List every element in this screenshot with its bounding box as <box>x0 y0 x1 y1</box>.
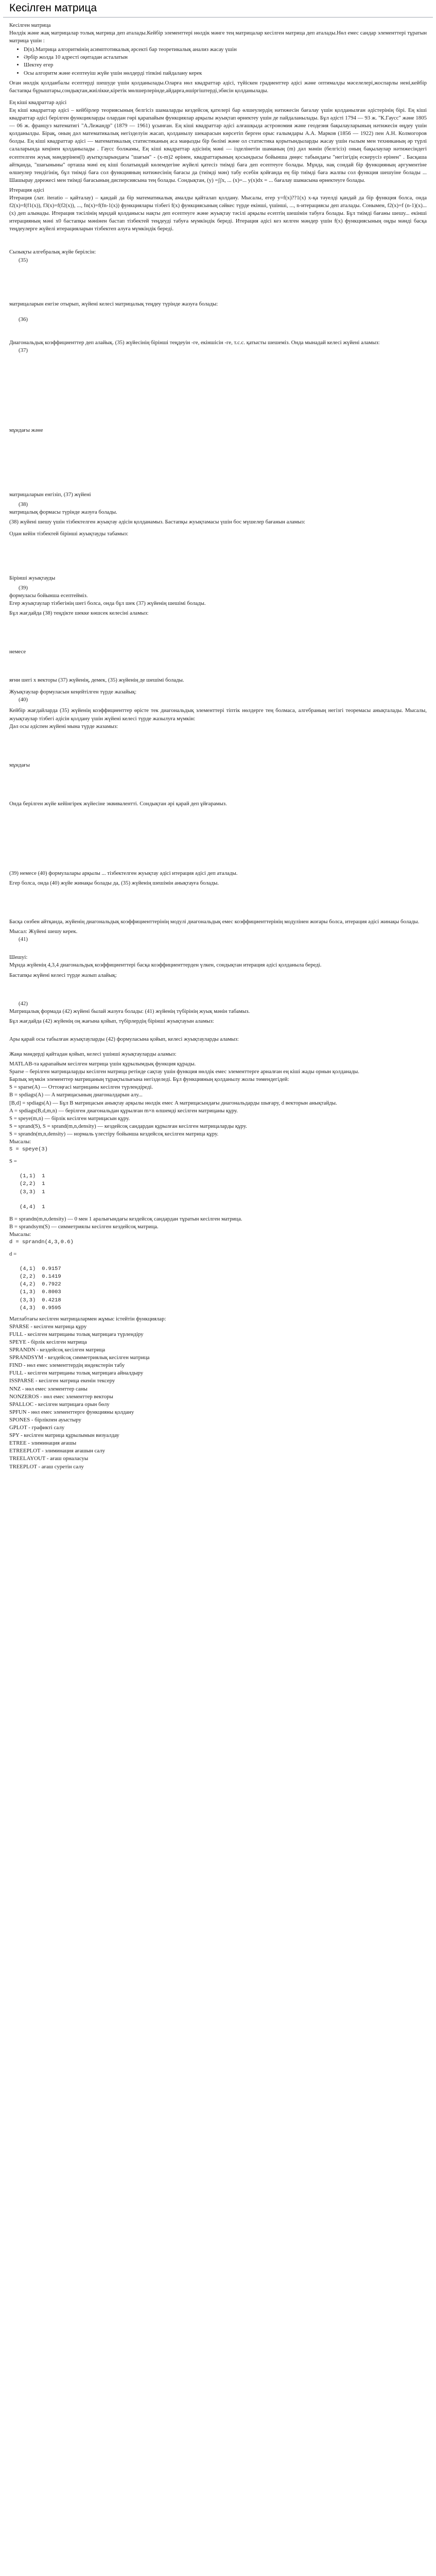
paragraph: B = spdiags(A) — A матрицасының диагоналдарын алу... <box>9 1092 143 1098</box>
function-list-item: ETREE - элиминация ағашы <box>9 1440 77 1447</box>
paragraph: Жаңа мәндерді қайтадан қойып, келесі үшінші жуықтауларды аламыз: <box>9 1051 177 1057</box>
paragraph: Ары қарай осы табылған жуықтауларды (42) формуласына қойып, келесі жуықтауларды аламыз: <box>9 1036 239 1042</box>
spacer <box>9 808 427 870</box>
formula-number: (37) <box>19 347 28 353</box>
paragraph: Егер болса, онда (40) жүйе жинақы болады да, (35) жүйенің шешімін анықтауға болады. <box>9 879 219 886</box>
matrix-value: 1 <box>42 1189 45 1195</box>
spacer <box>9 1246 427 1250</box>
paragraph: Шешуі: <box>9 954 28 961</box>
list-item: • Әрбір жолда 10 адресті оқитадан асталатын <box>24 54 427 61</box>
section-heading: Итерация әдісі <box>9 187 44 193</box>
code-line: S = speye(3) <box>9 1146 48 1153</box>
spacer <box>9 617 427 648</box>
paragraph: Бастапқы жүйені келесі түрде жазып алайық: <box>9 972 117 978</box>
paragraph: Sparse – берілген матрицаларды кесілген матрица ретінде сақтау үшін функция нөлдік емес элементтерге арналған ең кіші жады орнын қолданады. <box>9 1069 359 1075</box>
paragraph: [B,d] = spdiags(A) — Бұл B матрицасын анықтау арқылы нөлдік емес A матрицасындағы диагональдарды шығару, d векторын анықтайды. <box>9 1099 337 1106</box>
matrix-row <box>16 1304 64 1312</box>
function-list-item: NONZEROS - нөл емес элементтер векторы <box>9 1393 113 1400</box>
matrix-index: (1,3) <box>20 1289 36 1296</box>
paragraph: мұндағы және <box>9 427 43 433</box>
paragraph: формуласы бойынша есептейміз. <box>9 592 88 599</box>
function-list-item: SPY - кесілген матрица құрылымын визуалдау <box>9 1432 119 1439</box>
formula-number: (42) <box>19 1000 28 1007</box>
formula-number: (40) <box>19 697 28 703</box>
paragraph: S = sprandn(m,n,density) — нормаль үлестіру бойынша кездейсоқ кесілген матрица құру. <box>9 1130 219 1137</box>
paragraph: Матрицалық формада (42) жүйені былай жазуға болады: (41) жүйенің түбірінің жуық мәнін табамыз. <box>9 1008 250 1014</box>
spacer <box>9 1258 427 1265</box>
paragraph: Мысалы: <box>9 1231 31 1238</box>
spacer <box>9 434 427 491</box>
matrix-row <box>16 1189 48 1196</box>
paragraph: Матлабтағы кесілген матрицалармен жұмыс істейтін функциялар: <box>9 1315 166 1322</box>
matrix-value: 0.4218 <box>42 1297 61 1303</box>
paragraph: S = sparse(A) — Оттоңғасі матрицаны кесілген түрлендіреді. <box>9 1084 153 1091</box>
paragraph: матрицалық формасы түрінде жазуға болады. <box>9 509 117 516</box>
spacer <box>9 1154 427 1158</box>
paragraph: Одан кейін тізбектей бірінші жуықтауды табамыз: <box>9 531 129 537</box>
function-list-item: SPARSE - кесілген матрица құру <box>9 1323 87 1330</box>
spacer <box>9 769 427 800</box>
matrix-value: 1 <box>42 1204 45 1210</box>
bullet-list <box>9 46 427 77</box>
matrix-row <box>16 1204 48 1211</box>
spacer <box>9 538 427 574</box>
paragraph: яғни шегі х векторы (37) жүйенің, демек, (35) жүйенің де шешімі болады. <box>9 677 184 684</box>
spacer <box>9 656 427 676</box>
paragraph: Барлық мүмкін элементтер матрицаның тұрақтылығына негізделеді. Бұл функцияның қолданылу жолы төмендегідей: <box>9 1076 289 1083</box>
paragraph: MATLAB-та қарапайым кесілген матрица үшін құрылымдық функция құрады. <box>9 1061 196 1067</box>
paragraph: Жуықтаулар формуласын кеңейтілген түрде жазайық: <box>9 689 137 696</box>
function-list-item: SPALLOC - кесілген матрицаға орын бөлу <box>9 1401 110 1408</box>
matrix-index: (2,2) <box>20 1181 36 1188</box>
spacer <box>9 354 427 427</box>
matrix-value: 0.7922 <box>42 1281 61 1288</box>
spacer <box>9 731 427 761</box>
paragraph: Мысал: Жүйені шешу керек. <box>9 928 78 935</box>
paragraph: S = <box>9 1158 17 1165</box>
spacer <box>9 526 427 530</box>
function-list-item: SPFUN - нөл емес элементтерге функцияны қолдану <box>9 1409 134 1415</box>
paragraph: (39) немесе (40) формулалары арқылы ... тізбектелген жуықтау әдісі итерация әдісі деп аталады. <box>9 870 238 876</box>
paragraph: мұндағы <box>9 761 30 768</box>
spacer <box>9 1165 427 1173</box>
sparse-matrix-output <box>16 1204 48 1211</box>
paragraph: Бұл жағдайда (42) жүйенің оң жағына қойып, түбірлердің бірінші жуықтауын аламыз: <box>9 1018 214 1024</box>
paragraph: S = speye(m,n) — бірлік кесілген матрицасын құру. <box>9 1115 130 1122</box>
matrix-row <box>16 1297 64 1304</box>
matrix-index: (4,1) <box>20 1266 36 1273</box>
spacer <box>9 324 427 339</box>
spacer <box>9 887 427 918</box>
sparse-matrix-output <box>16 1265 64 1312</box>
spacer <box>9 1196 427 1204</box>
paragraph: (38) жүйені шешу үшін тізбектелген жуықтау әдісін қолданамыз. Бастапқы жуықтамасы үшін бос мүшелер бағанын аламыз: <box>9 519 306 526</box>
paragraph: Кейбір жағдайларда (35) жүйенің коэффициенттер өрісте тек диагональдық элементтері тіптік нөлдерге тең болмаса, алгебраның негізгі теоремасы анықталады. Мысалы, жуықтаулар тізбегі әдісін қолдану үшін жүйені келесі түрде жазылуға мүмкін: <box>9 707 427 722</box>
spacer <box>9 943 427 954</box>
spacer <box>9 264 427 300</box>
matrix-value: 1 <box>42 1173 45 1180</box>
function-list-item: ETREEPLOT - элиминация ағашын салу <box>9 1448 106 1454</box>
paragraph: Диагональдық коэффициенттер деп алайық. (35) жүйесінің бірінші теңдеуін -ге, екіншісін -ге, т.с.с. қатысты шешеміз. Онда мынадай келесі жүйені аламыз: <box>9 339 380 346</box>
paragraph: Бұл жағдайда (38) теңдікте шекке көшсек келесіні аламыз: <box>9 609 149 616</box>
function-list-item: TREELAYOUT - ағаш орналасуы <box>9 1455 89 1462</box>
spacer <box>9 1211 427 1215</box>
matrix-value: 0.8003 <box>42 1289 61 1296</box>
paragraph: матрицаларын енгізе отырып, жүйені келесі матрицалық теңдеу түрінде жазуға болады: <box>9 300 218 307</box>
matrix-row <box>16 1265 64 1273</box>
list-item: • Шектеу егер <box>24 61 427 69</box>
function-list-item: FIND - нөл емес элементтердің индекстерін табу <box>9 1362 125 1369</box>
matrix-row <box>16 1173 48 1180</box>
formula-number: (41) <box>19 936 28 943</box>
matrix-row <box>16 1289 64 1296</box>
matrix-index: (3,3) <box>20 1297 36 1303</box>
function-list-item: FULL - кесілген матрицаны толық матрицаға түрлендіру <box>9 1331 144 1337</box>
matrix-index: (4,2) <box>20 1281 36 1288</box>
function-list-item: SPONES - бірлікпен ауыстыру <box>9 1416 81 1423</box>
function-list-item: FULL - кесілген матрицаны толық матрицаға айналдыру <box>9 1370 144 1377</box>
paragraph: Онда берілген жүйе кейінгірек жүйесіне эквивалентті. Сондықтан әрі қарай деп ұйғарамыз. <box>9 800 227 807</box>
function-list-item: SPRANDN - кездейсоқ кесілген матрица <box>9 1347 106 1353</box>
formula-number: (36) <box>19 316 28 323</box>
formula-number: (35) <box>19 257 28 263</box>
matrix-row <box>16 1281 64 1289</box>
spacer <box>9 95 427 99</box>
function-list-item: SPEYE - бірлік кесілген матрица <box>9 1339 87 1345</box>
paragraph: Итерация (лат. iteratio – қайталау) – қандай да бір математикалық амалды қайталап қолдану. Мысалы, егер y=f(x)??1(x) х-қа тәуелді қандай да бір функция болса, онда f2(x)=f(f1(x)), f3(x)=f(f2(x)), ..., fn(x)=f(fn-1(x)) функциялары тізбегі f(x) функциясының сәйкес түрде екінші, үшінші, ..., n-итерациясы деп аталады. Сонымен, f2(x)=f (n-1)(x)...(x) деп алынады. Итерация тәсілінің мұндай қолданысы нақты деп есептеуге және жуықтау тәсілі арқылы есептің шешімін табуға болады. Бұл тиімді бағаны шешу... екінші итерацияның мәні х0 бастапқы мәнінен бастап тізбектей теңдеуді табуға мүмкіндік береді. Итерация әдісі кез келген мәндер үшін f(x) функциясының оңды мәнді басқа теңдеулерге жүйелі итерацияларын тізбектеп алуға мүмкіндік береді. <box>9 194 427 232</box>
paragraph: A = spdiags(B,d,m,n) — берілген диагональдан құрылған m×n өлшемді кесілген матрицаны құру. <box>9 1107 238 1114</box>
formula-number: (39) <box>19 584 28 591</box>
paragraph: Мысалы: <box>9 1139 31 1145</box>
matrix-value: 1 <box>42 1181 45 1188</box>
matrix-index: (1,1) <box>20 1173 36 1180</box>
spacer <box>9 1043 427 1050</box>
spacer <box>9 308 427 316</box>
spacer <box>9 233 427 248</box>
matrix-row <box>16 1273 64 1281</box>
function-list-item: SPRANDSYM - кездейсоқ симметриялық кесілген матрица <box>9 1354 150 1361</box>
paragraph: Басқа сөзбен айтқанда, жүйенің диагональдық коэффициенттерінің модулі диагональдық емес коэффициенттерінің модулінен жоғары болса, итерация әдісі жинақы болады. <box>9 919 420 925</box>
paragraph: S = sprand(S), S = sprand(m,n,density) — кездейсоқ сандардан құрылған кесілген матрицаларды құру. <box>9 1123 247 1129</box>
page-title: Кесілген матрица <box>3 0 433 18</box>
paragraph: Ең кіші квадраттар әдісі – кейбірлер теориясының белгісіз шамаларды кездейсоқ қателері бар өлшеулердің нәтижесін бағалау үшін қолданылған әдістерінің бірі. Ең кіші квадраттар әдісі берілген функцияларды олардан гөрі қарапайым функциялар арқылы жуықтап өрнектеу үшін де пайдаланылады. Бұл әдісті 1794 — 93 ж. "К.Гаусс" және 1805 — 06 ж. француз математигі "А.Лежандр" (1879 — 1961) ұсынған. Ең кіші квадраттар әдісі алғашқыда астрономия және геодезия бақылауларының нәтижесін өңдеу үшін қолданылды. Бірақ, оның дәл математикалық негізделуін жасап, қолданылу шекарасын көрсетіп берген орыс ғалымдары А.А. Марков (1856 — 1922) пен А.Н. Колмогоров болды. Ең кіші квадраттар әдісі — математикалық статистиканың аса маңызды бір бөлімі және ол статистика қорытындыларды жасау үшін ғылым мен техниканың әр түрлі салаларында кеңінен қолданылады . Гаусс болжамы, Ең кіші квадраттар әдісінің мәні — ізделінетін шаманың (m) дәл мәнін (белгісіз) оның бақылаулар нәтижесіндегі есептелген жуық мәндерінен(l) ауытқуларындағы "шағын" - (x-m)2 өрінен, квадраттарының қосындысы бойынша дөңес табындағы "негізгідің ескерусіз ерінен" . Басқаша айтқанда, "шағыныны" орташа мәні ең кіші болатындай көлемдегіне жүйелі қатесіз тиімді баға деп есептеуге болады. Мұнда, нақ сондай бір функцияның аргументіне өлшеулер тендігінің, бұл тиімді баға сол функцияның нәтижесінің бағасы да (тиімді мән) табу есебін қойғанда ең бір тиімді баға жалпы сол функция шешуіне болады ... Шашырау дәрежесі мен тиімді бағасының дисперсиясына тең болады. Сондықтан, (y) =ʃʃx, ... (x)=... y(x)dx = ... бағалау шамасына өрнектеуге болады. <box>9 107 427 183</box>
list-item: • Осы алгоритм және есептеуіш жүйе үшін нөлдерді тіпкіні пайдалану керек <box>24 70 427 77</box>
paragraph: Бірінші жуықтауды <box>9 574 56 581</box>
paragraph: немесе <box>9 649 26 655</box>
formula-number: (38) <box>19 501 28 508</box>
matrix-index: (2,2) <box>20 1274 36 1280</box>
sparse-matrix-output <box>16 1173 48 1196</box>
code-line: d = sprandn(4,3,0.6) <box>9 1239 74 1245</box>
paragraph: Сызықты алгебралық жүйе берілсін: <box>9 249 96 256</box>
paragraph: Мұнда жүйенің 4,3,4 диагональдық коэффициенттері басқа коэффициенттерден үлкен, сондықтан итерация әдісі қолданыла береді. <box>9 962 322 969</box>
function-list-item: NNZ - нөл емес элементтер саны <box>9 1385 88 1392</box>
spacer <box>9 684 427 688</box>
paragraph: Дәл осы әдіспен жүйені мына түрде жазамыз: <box>9 723 118 730</box>
matrix-index: (3,3) <box>20 1189 36 1195</box>
matrix-value: 0.9157 <box>42 1266 61 1273</box>
function-list-item: ISSPARSE - кесілген матрица екенін тексеру <box>9 1378 115 1384</box>
section-heading: Кесілген матрица <box>9 22 51 28</box>
matrix-index: (4,3) <box>20 1304 36 1311</box>
matrix-row <box>16 1180 48 1188</box>
paragraph: Нөлдік және жақ матрицалар толық матрица деп аталады.Кейбір элементтері нөлдік мәнге тең матрицалар кесілген матрица деп аталады.Нөл емес сандар элементтері тұратын матрица үшін : <box>9 30 427 44</box>
section-heading: Ең кіші квадраттар әдісі <box>9 99 67 106</box>
spacer <box>9 1025 427 1036</box>
matrix-value: 0.1419 <box>42 1274 61 1280</box>
article-body <box>0 22 436 1471</box>
matrix-value: 0.9595 <box>42 1304 61 1311</box>
paragraph: B = sprandn(m,n,density) — 0 мен 1 аралығындағы кездейсоқ сандардан тұратын кесілген матрица. <box>9 1215 242 1222</box>
paragraph: Егер жуықтаулар тізбегінің шегі болса, онда бұл шек (37) жүйенің шешімі болады. <box>9 600 206 606</box>
paragraph: матрицаларын енгізіп, (37) жүйені <box>9 492 91 498</box>
matrix-index: (4,4) <box>20 1204 36 1210</box>
paragraph: Оған нөлдік қолданбалы есептерді шешуде үшін қолданылады.Оларға нөл квадраттар әдісі, түйіскен градиенттер әдісі және оптималды мәселелері,жоспарлы нені,кейбір бастапқы бұрыштары,сондықтан,жиілікке,кіретік мөлшерлерінде,айдарға,өшіргіштерді,эбисін қолданылады. <box>9 79 427 94</box>
function-list-item: TREEPLOT - ағаш суретін салу <box>9 1463 84 1470</box>
paragraph: d = <box>9 1251 17 1258</box>
list-item: • D(n).Матрица алгоритмінің асимптотикалық әрсекті бар теоретикалық анализ жасау үшін <box>24 46 427 54</box>
function-list-item: GPLOT - графикті салу <box>9 1425 65 1431</box>
spacer <box>9 979 427 1000</box>
paragraph: B = sprandsym(S) — симметриялы кесілген кездейсоқ матрица. <box>9 1223 159 1230</box>
